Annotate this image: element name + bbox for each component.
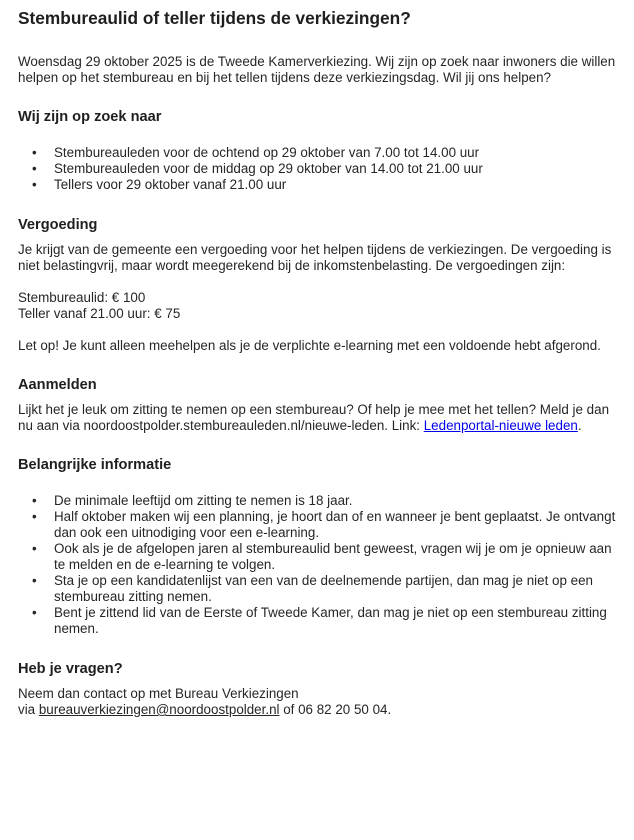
email-link[interactable]: bureauverkiezingen@noordoostpolder.nl	[38, 702, 280, 717]
heading-aanmelden: Aanmelden	[18, 377, 97, 393]
page-title: Stembureaulid of teller tijdens de verkiezingen?	[18, 8, 411, 28]
list-item: • Stembureauleden voor de middag op 29 oktober van 14.00 tot 21.00 uur	[54, 161, 616, 177]
list-item: • Bent je zittend lid van de Eerste of Tweede Kamer, dan mag je niet op een stembureau zitting nemen.	[54, 605, 616, 637]
aanmelden-end: .	[577, 418, 582, 433]
ledenportal-link[interactable]: Ledenportal-nieuwe leden	[423, 418, 578, 433]
list-item: • Tellers voor 29 oktober vanaf 21.00 uur	[54, 177, 616, 193]
heading-info: Belangrijke informatie	[18, 457, 172, 473]
heading-vragen: Heb je vragen?	[18, 661, 123, 677]
list-item: • De minimale leeftijd om zitting te nemen is 18 jaar.	[54, 493, 616, 509]
aanmelden-text: Lijkt het je leuk om zitting te nemen op een stembureau? Of help je mee met het tellen? Meld je dan nu aan via noordoostpolder.stembureauleden.nl/nieuwe-leden. Link:	[18, 402, 610, 433]
contact-prefix: via	[18, 702, 39, 717]
contact-line: Neem dan contact op met Bureau Verkiezingen	[18, 686, 299, 701]
rate-stembureaulid: Stembureaulid: € 100	[18, 290, 146, 305]
list-item: • Half oktober maken wij een planning, je hoort dan of en wanneer je bent geplaatst. Je ontvangt dan ook een uitnodiging voor een e-learning.	[54, 509, 616, 541]
heading-zoek: Wij zijn op zoek naar	[18, 109, 162, 125]
vergoeding-text: Je krijgt van de gemeente een vergoeding voor het helpen tijdens de verkiezingen. De vergoeding is niet belastingvrij, maar wordt meegerekend bij de inkomstenbelasting. De vergoedingen zijn:	[18, 242, 612, 273]
list-item: • Stembureauleden voor de ochtend op 29 oktober van 7.00 tot 14.00 uur	[54, 145, 616, 161]
elearning-note: Let op! Je kunt alleen meehelpen als je de verplichte e-learning met een voldoende hebt afgerond.	[18, 338, 601, 353]
zoek-list	[18, 145, 616, 193]
info-list	[18, 493, 616, 637]
intro-paragraph: Woensdag 29 oktober 2025 is de Tweede Kamerverkiezing. Wij zijn op zoek naar inwoners die willen helpen op het stembureau en bij het tellen tijdens deze verkiezingsdag. Wil jij ons helpen?	[18, 54, 616, 85]
aanmelden-paragraph	[18, 402, 616, 434]
heading-vergoeding: Vergoeding	[18, 217, 98, 233]
contact-details	[18, 702, 616, 718]
list-item: • Sta je op een kandidatenlijst van een van de deelnemende partijen, dan mag je niet op een stembureau zitting nemen.	[54, 573, 616, 605]
contact-phone: of 06 82 20 50 04.	[279, 702, 392, 717]
list-item: • Ook als je de afgelopen jaren al stembureaulid bent geweest, vragen wij je om je opnieuw aan te melden en de e-learning te volgen.	[54, 541, 616, 573]
rate-teller: Teller vanaf 21.00 uur: € 75	[18, 306, 181, 321]
